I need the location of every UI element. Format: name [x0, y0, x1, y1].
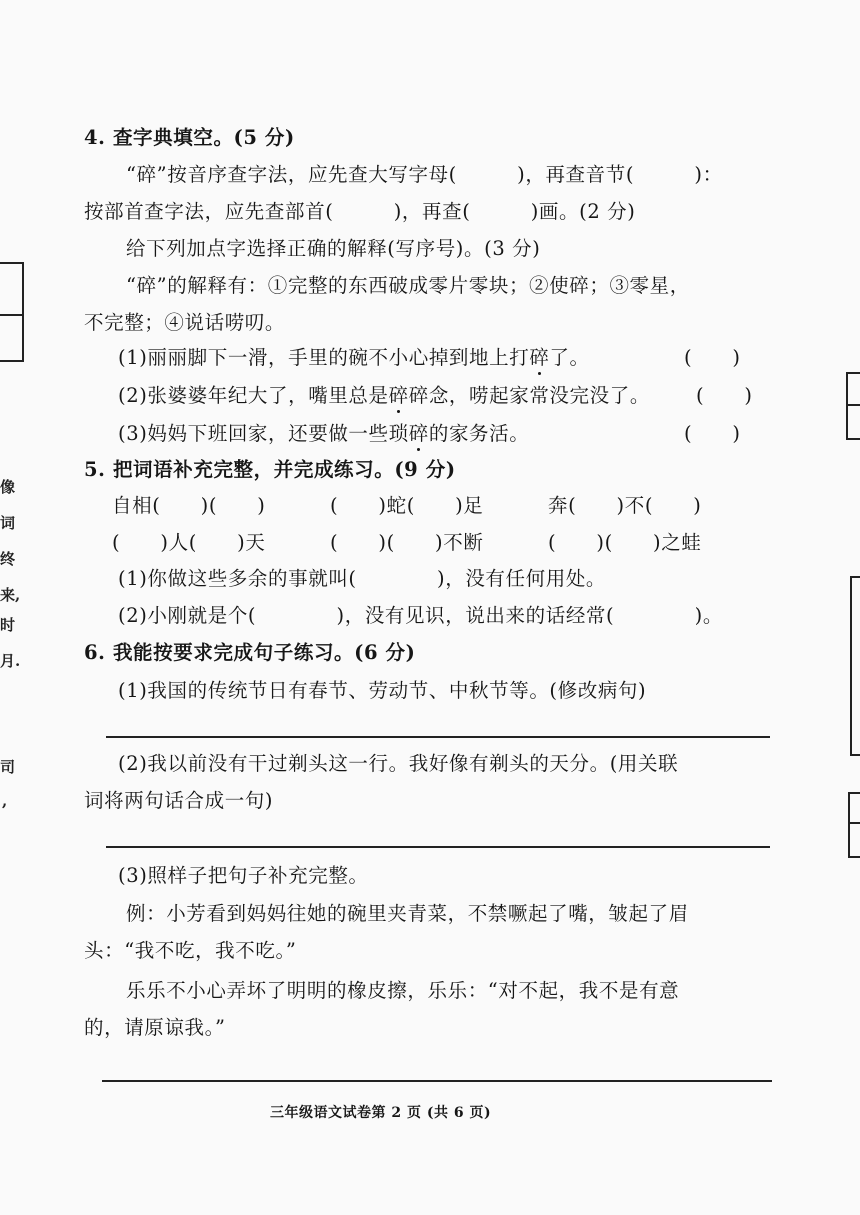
emphasis-dot-char: 碎 — [529, 346, 550, 369]
q4-answer-paren-3[interactable]: ( ) — [684, 422, 741, 445]
idiom-blank-2[interactable]: ( )蛇( )足 — [330, 494, 484, 517]
left-margin-box — [0, 262, 24, 362]
q4-line-3: 给下列加点字选择正确的解释(写序号)。(3 分) — [126, 237, 541, 260]
q6-exercise-line-2: 的，请原谅我。” — [84, 1016, 226, 1039]
margin-fragment: 词 — [0, 514, 16, 532]
answer-line-3[interactable] — [102, 1080, 772, 1082]
margin-fragment: 司 — [0, 758, 16, 776]
sentence-text: (2)张婆婆年纪大了，嘴里总是 — [118, 384, 389, 407]
q4-title: 4. 查字典填空。(5 分) — [84, 126, 295, 149]
q4-sentence-2 — [118, 384, 650, 408]
sentence-text: 碎念，唠起家常没完没了。 — [408, 384, 650, 407]
margin-fragment: 时 — [0, 616, 16, 634]
sentence-text: (1)丽丽脚下一滑，手里的碗不小心掉到地上打 — [118, 346, 530, 369]
idiom-blank-3[interactable]: 奔( )不( ) — [548, 494, 702, 517]
q6-example-line-2: 头：“我不吃，我不吃。” — [84, 939, 297, 962]
right-margin-box — [848, 792, 860, 858]
q4-sentence-3 — [118, 422, 529, 446]
idiom-blank-6[interactable]: ( )( )之蛙 — [548, 531, 702, 554]
q4-answer-paren-2[interactable]: ( ) — [696, 384, 753, 407]
q4-sentence-1 — [118, 346, 590, 370]
answer-line-2[interactable] — [106, 846, 770, 848]
q6-prompt-2-b: 词将两句话合成一句) — [84, 789, 274, 812]
right-margin-box-divider — [846, 404, 860, 406]
right-margin-box — [850, 576, 860, 756]
q5-exercise-1: (1)你做这些多余的事就叫( )，没有任何用处。 — [118, 567, 607, 590]
emphasis-dot-char: 碎 — [408, 422, 429, 445]
q6-prompt-1: (1)我国的传统节日有春节、劳动节、中秋节等。(修改病句) — [118, 679, 647, 702]
q5-title: 5. 把词语补充完整，并完成练习。(9 分) — [84, 458, 456, 481]
idiom-blank-1[interactable]: 自相( )( ) — [112, 494, 266, 517]
margin-fragment: 月. — [0, 652, 21, 670]
q5-exercise-2: (2)小刚就是个( )，没有见识，说出来的话经常( )。 — [118, 604, 723, 627]
q4-line-1: “碎”按音序查字法，应先查大写字母( )，再查音节( )： — [126, 163, 723, 186]
page-footer: 三年级语文试卷第 2 页 (共 6 页) — [270, 1105, 492, 1121]
idiom-blank-5[interactable]: ( )( )不断 — [330, 531, 484, 554]
sentence-text: 的家务活。 — [428, 422, 530, 445]
q6-prompt-3: (3)照样子把句子补充完整。 — [118, 864, 369, 887]
sentence-text: (3)妈妈下班回家，还要做一些琐 — [118, 422, 409, 445]
q6-title: 6. 我能按要求完成句子练习。(6 分) — [84, 641, 416, 664]
right-margin-box — [846, 372, 860, 440]
margin-fragment: 来, — [0, 586, 21, 604]
q6-exercise-line-1: 乐乐不小心弄坏了明明的橡皮擦，乐乐：“对不起，我不是有意 — [126, 979, 680, 1002]
q6-example-line-1: 例：小芳看到妈妈往她的碗里夹青菜，不禁噘起了嘴，皱起了眉 — [126, 902, 689, 925]
q4-line-4: “碎”的解释有：①完整的东西破成零片零块；②使碎；③零星， — [126, 274, 690, 297]
answer-line-1[interactable] — [106, 736, 770, 738]
q4-answer-paren-1[interactable]: ( ) — [684, 346, 741, 369]
idiom-blank-4[interactable]: ( )人( )天 — [112, 531, 266, 554]
sentence-text: 了。 — [549, 346, 590, 369]
margin-fragment: 像 — [0, 478, 16, 496]
margin-fragment: 终 — [0, 550, 16, 568]
q6-prompt-2-a: (2)我以前没有干过剃头这一行。我好像有剃头的天分。(用关联 — [118, 752, 679, 775]
margin-fragment: , — [2, 792, 8, 810]
right-margin-box-divider — [848, 822, 860, 824]
q4-line-5: 不完整；④说话唠叨。 — [84, 311, 286, 334]
emphasis-dot-char: 碎 — [388, 384, 409, 407]
left-margin-box-divider — [0, 314, 22, 316]
q4-line-2: 按部首查字法，应先查部首( )，再查( )画。(2 分) — [84, 200, 636, 223]
